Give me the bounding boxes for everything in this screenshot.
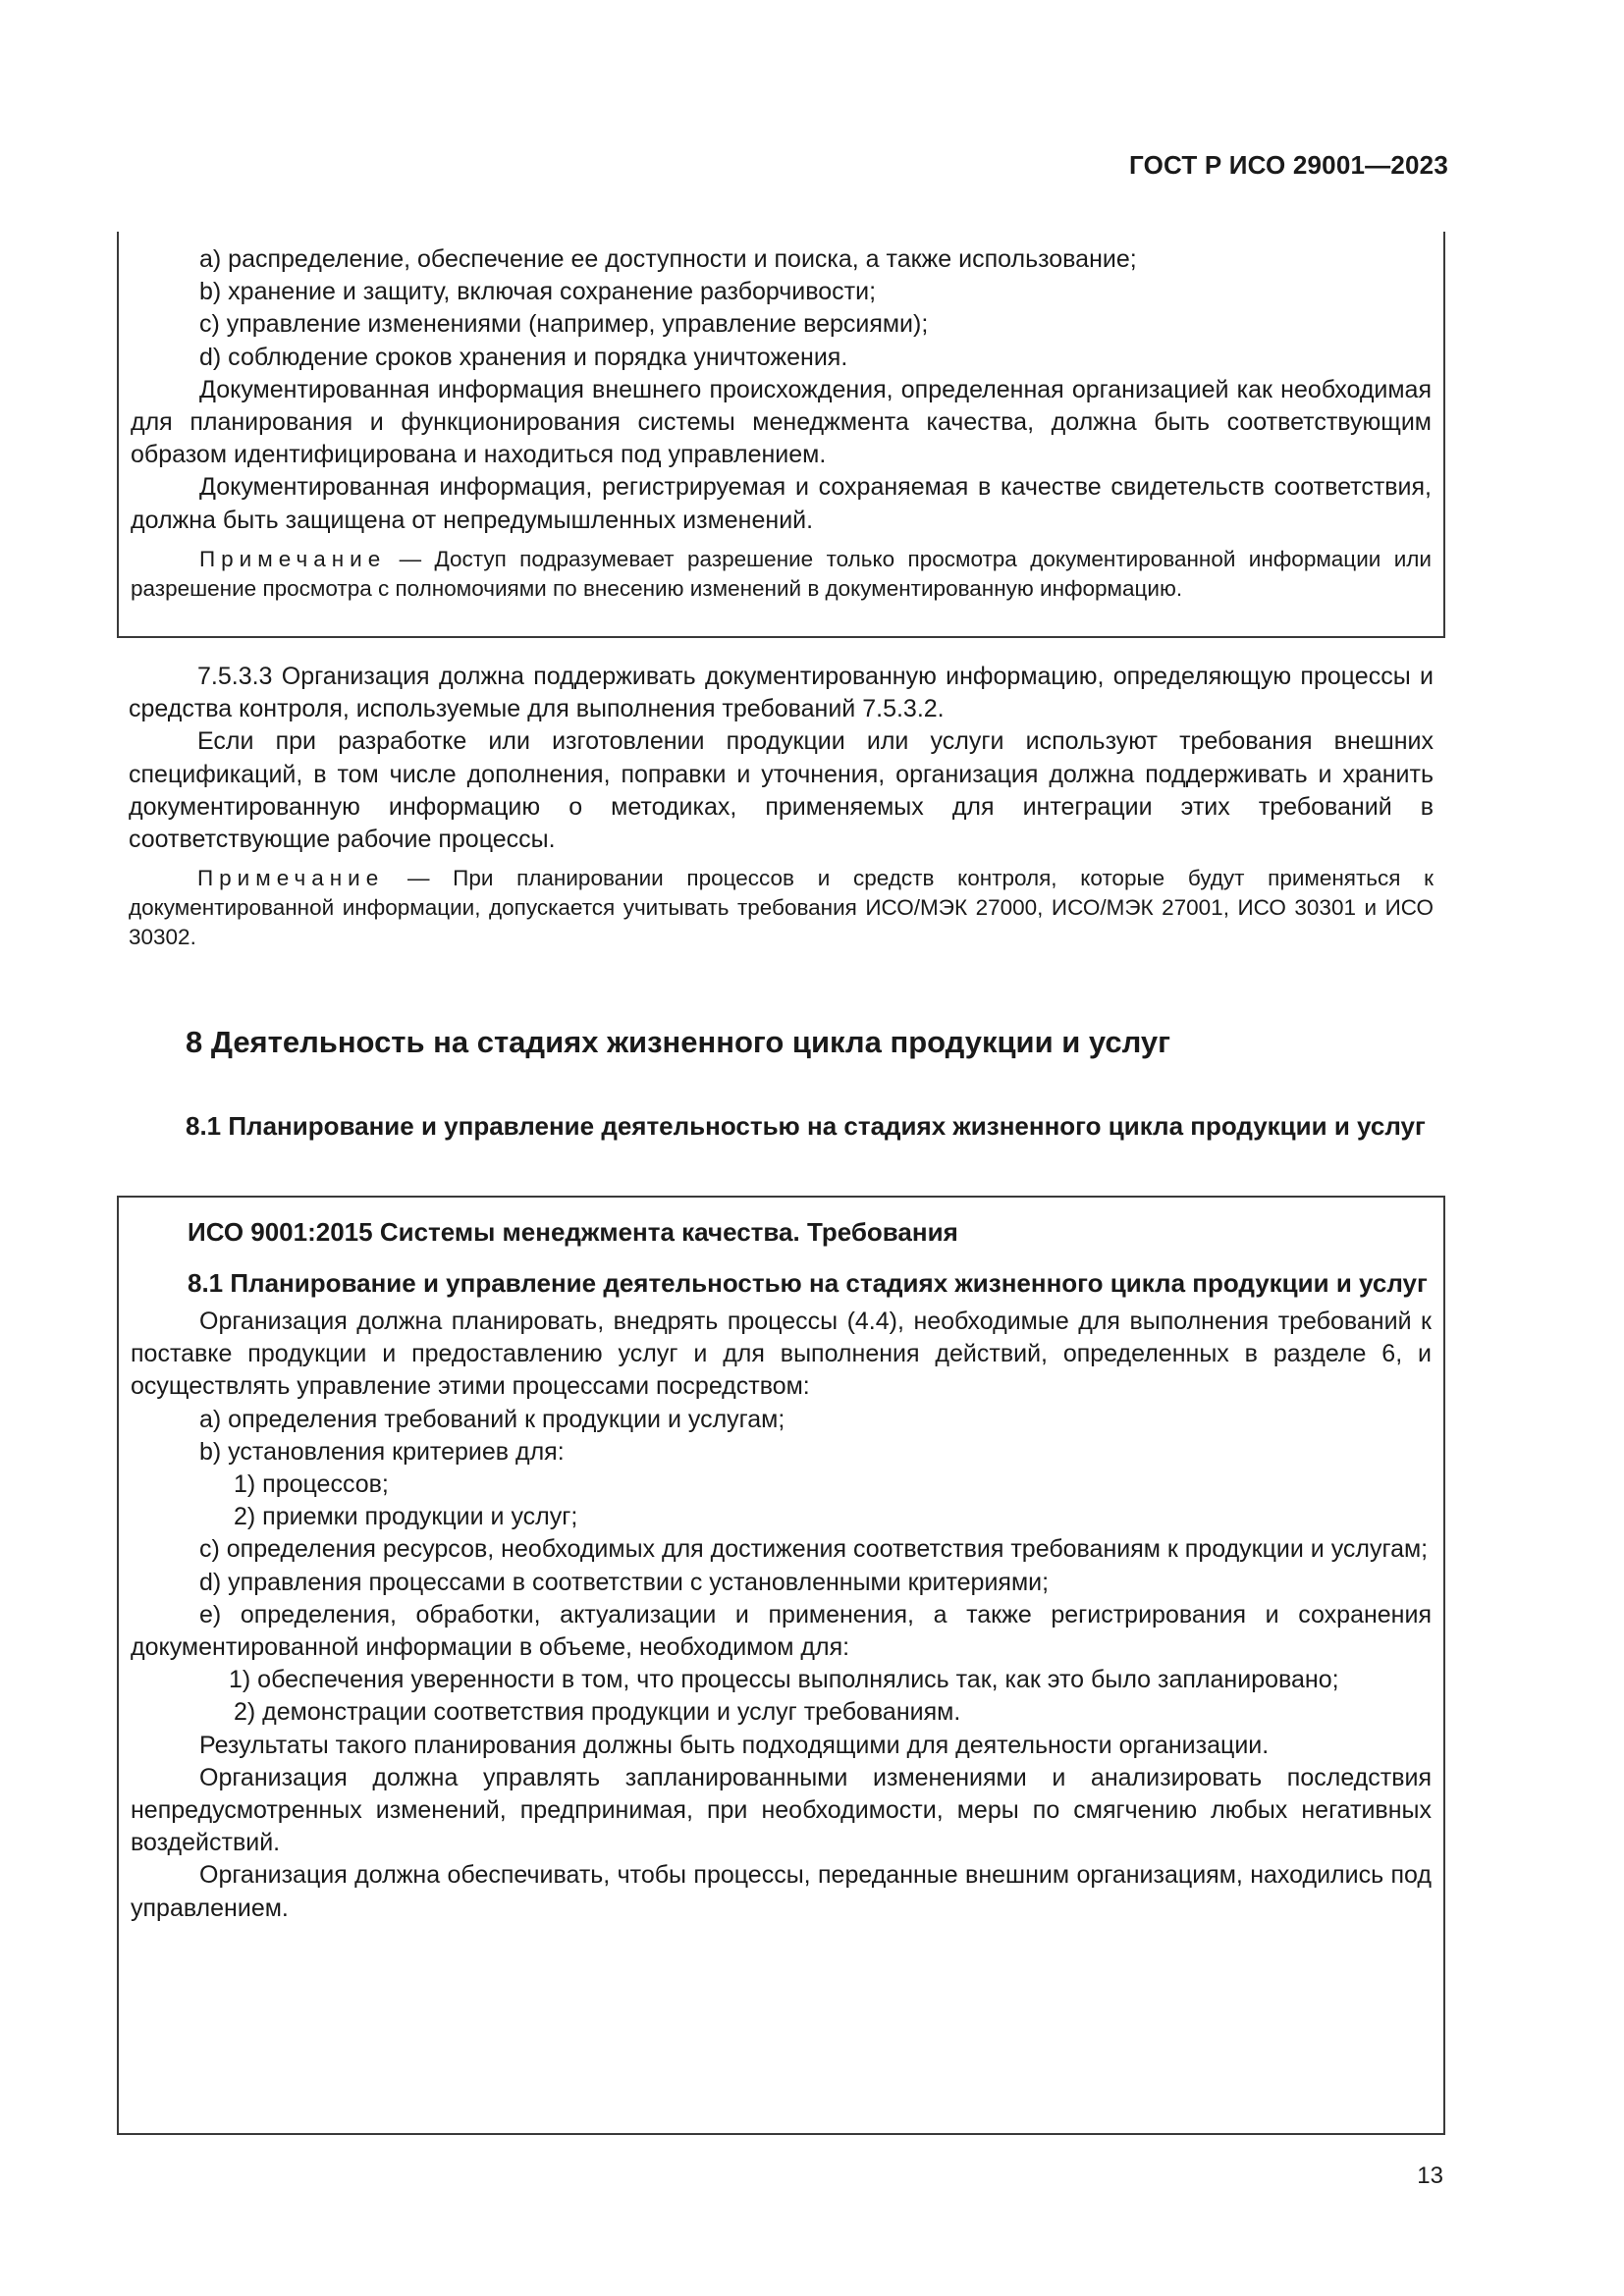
section-8-1-heading: 8.1 Планирование и управление деятельностью на стадиях жизненного цикла продукции и услуг [186,1111,1426,1141]
list-item-e: e) определения, обработки, актуализации и применения, а также регистрирования и сохранения документированной информации в объеме, необходимом для: [131,1600,1432,1662]
list-item-d: d) соблюдение сроков хранения и порядка уничтожения. [199,343,848,371]
list-item-b: b) хранение и защиту, включая сохранение разборчивости; [199,278,877,306]
list-item-c: c) определения ресурсов, необходимых для достижения соответствия требованиям к продукции и услугам; [199,1535,1429,1564]
section-8-heading: 8 Деятельность на стадиях жизненного цикла продукции и услуг [186,1025,1171,1059]
list-item-a: a) определения требований к продукции и услугам; [199,1405,785,1433]
note-text: — Доступ подразумевает разрешение только просмотра документированной информации или разрешение просмотра с полномочиями по внесению изменений в документированную информацию. [131,546,1432,601]
note-label: Примечание [199,546,387,571]
list-item-b: b) установления критериев для: [199,1437,565,1466]
note-label: Примечание [197,866,385,891]
list-item-b1: 1) процессов; [234,1470,389,1499]
paragraph-external-origin: Документированная информация внешнего происхождения, определенная организацией как необходимая для планирования и функционирования системы менеджмента качества, должна быть соответствующим образом идентифицирована и находиться под управлением. [131,375,1432,469]
paragraph-7533: 7.5.3.3 Организация должна поддерживать документированную информацию, определяющую процессы и средства контроля, используемые для выполнения требований 7.5.3.2. [129,663,1434,723]
section-7533 [129,661,1434,952]
standard-code-header: ГОСТ Р ИСО 29001—2023 [1128,150,1448,180]
iso-9001-quote-box [117,1196,1445,2135]
list-item-d: d) управления процессами в соответствии с установленными критериями; [199,1568,1050,1596]
page-number: 13 [1417,2163,1443,2189]
paragraph-intro: Организация должна планировать, внедрять процессы (4.4), необходимые для выполнения требований к поставке продукции и предоставлению услуг и для выполнения действий, определенных в разделе 6, и осуществлять управление этими процессами посредством: [131,1308,1432,1401]
list-item-a: a) распределение, обеспечение ее доступности и поиска, а также использование; [199,245,1137,273]
quote-source-title: ИСО 9001:2015 Системы менеджмента качества. Требования [188,1217,958,1247]
quote-section-heading: 8.1 Планирование и управление деятельностью на стадиях жизненного цикла продукции и услуг [188,1268,1428,1298]
note [131,545,1432,604]
paragraph-external-specs: Если при разработке или изготовлении продукции или услуги используют требования внешних спецификаций, в том числе дополнения, поправки и уточнения, организация должна поддерживать и хранить документированную информацию о методиках, применяемых для интеграции этих требований в соответствующие рабочие процессы. [129,727,1434,854]
note-text: — При планировании процессов и средств контроля, которые будут применяться к документированной информации, допускается учитывать требования ИСО/МЭК 27000, ИСО/МЭК 27001, ИСО 30301 и ИСО 30302. [129,866,1434,950]
paragraph-results: Результаты такого планирования должны быть подходящими для деятельности организации. [199,1731,1270,1759]
quoted-requirements-box [117,232,1445,638]
list-item-e2: 2) демонстрации соответствия продукции и услуг требованиям. [234,1698,961,1727]
paragraph-external: Организация должна обеспечивать, чтобы процессы, переданные внешним организациям, находились под управлением. [131,1861,1432,1922]
list-item-e1: 1) обеспечения уверенности в том, что процессы выполнялись так, как это было запланировано; [229,1666,1339,1694]
paragraph-evidence: Документированная информация, регистрируемая и сохраняемая в качестве свидетельств соответствия, должна быть защищена от непредумышленных изменений. [131,473,1432,534]
paragraph-changes: Организация должна управлять запланированными изменениями и анализировать последствия непредусмотренных изменений, предпринимая, при необходимости, меры по смягчению любых негативных воздействий. [131,1763,1432,1857]
note-7533 [129,864,1434,952]
list-item-b2: 2) приемки продукции и услуг; [234,1503,578,1531]
list-item-c: c) управление изменениями (например, управление версиями); [199,310,929,339]
